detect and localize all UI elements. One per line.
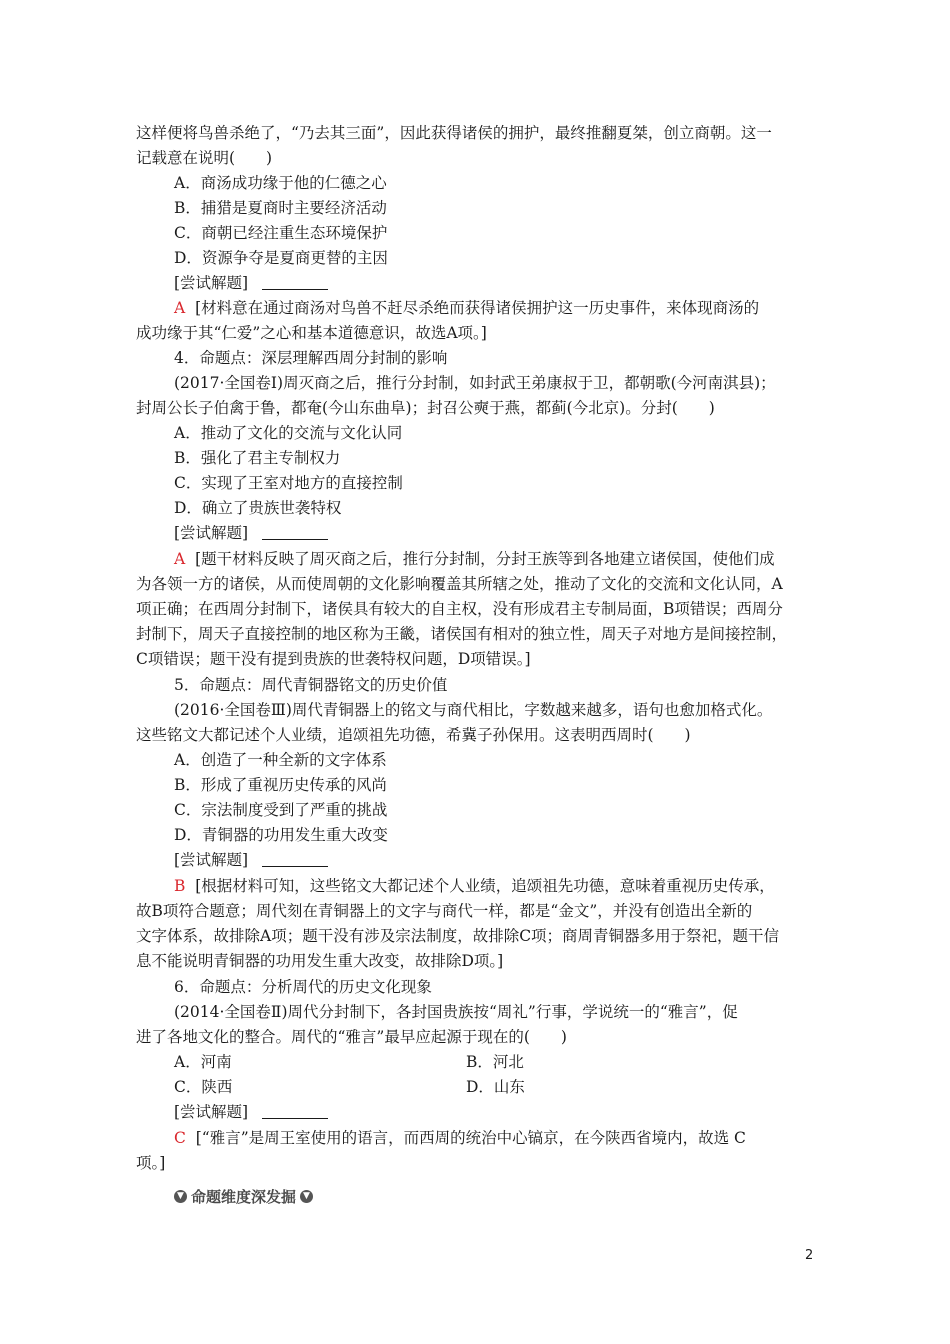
q3-explanation-line-1: A [材料意在通过商汤对鸟兽不赶尽杀绝而获得诸侯拥护这一历史事件，来体现商汤的: [174, 299, 760, 317]
answer-blank: [262, 1117, 328, 1119]
q6-option-a: A．河南: [174, 1053, 232, 1071]
q5-option-c: C．宗法制度受到了严重的挑战: [174, 801, 388, 819]
q3-option-c: C．商朝已经注重生态环境保护: [174, 224, 388, 242]
q6-explanation-line-2: 项。]: [136, 1154, 166, 1172]
q6-try-label: [尝试解题]: [174, 1101, 328, 1123]
section-heading: [174, 1186, 313, 1207]
section-title: 命题维度深发掘: [191, 1188, 297, 1206]
chevron-down-icon: ▼: [174, 1190, 187, 1203]
q5-answer: B: [174, 877, 186, 895]
chevron-down-icon: ▼: [300, 1190, 313, 1203]
answer-blank: [262, 865, 328, 867]
answer-blank: [262, 538, 328, 540]
q6-option-d: D．山东: [466, 1078, 525, 1096]
answer-blank: [262, 288, 328, 290]
q4-explanation-line-2: 为各领一方的诸侯，从而使周朝的文化影响覆盖其所辖之处，推动了文化的交流和文化认同，A: [136, 575, 783, 593]
q3-answer: A: [174, 299, 186, 317]
q3-try-label: [尝试解题]: [174, 272, 328, 294]
q5-explanation-line-4: 息不能说明青铜器的功用发生重大改变，故排除D项。]: [136, 952, 504, 970]
q5-option-a: A．创造了一种全新的文字体系: [174, 751, 387, 769]
q5-option-d: D．青铜器的功用发生重大改变: [174, 826, 388, 844]
q4-stem-line-2: 封周公长子伯禽于鲁，都奄(今山东曲阜)；封召公奭于燕，都蓟(今北京)。分封( ): [136, 399, 715, 417]
q4-option-c: C．实现了王室对地方的直接控制: [174, 474, 403, 492]
q6-heading: 6．命题点：分析周代的历史文化现象: [174, 978, 432, 996]
q4-heading: 4．命题点：深层理解西周分封制的影响: [174, 349, 448, 367]
q5-stem-line-2: 这些铭文大都记述个人业绩，追颂祖先功德，希冀子孙保用。这表明西周时( ): [136, 726, 691, 744]
q6-option-c: C．陕西: [174, 1078, 233, 1096]
q3-explanation-line-2: 成功缘于其“仁爱”之心和基本道德意识，故选A项。]: [136, 324, 487, 342]
q3-option-b: B．捕猎是夏商时主要经济活动: [174, 199, 387, 217]
q4-explanation-line-5: C项错误；题干没有提到贵族的世袭特权问题，D项错误。]: [136, 650, 531, 668]
q5-explanation-line-1: B [根据材料可知，这些铭文大都记述个人业绩，追颂祖先功德，意味着重视历史传承，: [174, 877, 775, 895]
q4-explanation-line-1: A [题干材料反映了周灭商之后，推行分封制，分封王族等到各地建立诸侯国，使他们成: [174, 550, 775, 568]
q6-stem-line-1: (2014·全国卷Ⅱ)周代分封制下，各封国贵族按“周礼”行事，学说统一的“雅言”，促: [174, 1003, 738, 1021]
q3-stem-line-1: 这样便将鸟兽杀绝了，“乃去其三面”，因此获得诸侯的拥护，最终推翻夏桀，创立商朝。这一: [136, 124, 772, 142]
q6-options-row-1: [174, 1051, 232, 1073]
q4-option-b: B．强化了君主专制权力: [174, 449, 341, 467]
q4-answer: A: [174, 550, 186, 568]
q3-stem-line-2: 记载意在说明( ): [136, 149, 273, 167]
q3-option-a: A．商汤成功缘于他的仁德之心: [174, 174, 387, 192]
q5-explanation-line-2: 故B项符合题意；周代刻在青铜器上的文字与商代一样，都是“金文”，并没有创造出全新的: [136, 902, 753, 920]
q4-explanation-line-4: 封制下，周天子直接控制的地区称为王畿，诸侯国有相对的独立性，周天子对地方是间接控制，: [136, 625, 788, 643]
q5-heading: 5．命题点：周代青铜器铭文的历史价值: [174, 676, 448, 694]
q4-try-label: [尝试解题]: [174, 522, 328, 544]
q5-explanation-line-3: 文字体系，故排除A项；题干没有涉及宗法制度，故排除C项；商周青铜器多用于祭祀，题干信: [136, 927, 780, 945]
q5-stem-line-1: (2016·全国卷Ⅲ)周代青铜器上的铭文与商代相比，字数越来越多，语句也愈加格式化。: [174, 701, 773, 719]
q4-option-a: A．推动了文化的交流与文化认同: [174, 424, 403, 442]
q6-stem-line-2: 进了各地文化的整合。周代的“雅言”最早应起源于现在的( ): [136, 1028, 567, 1046]
q5-try-label: [尝试解题]: [174, 849, 328, 871]
q3-option-d: D．资源争夺是夏商更替的主因: [174, 249, 388, 267]
q6-explanation-line-1: C [“雅言”是周王室使用的语言，而西周的统治中心镐京，在今陕西省境内，故选 C: [174, 1129, 746, 1147]
q5-option-b: B．形成了重视历史传承的风尚: [174, 776, 387, 794]
q6-answer: C: [174, 1129, 186, 1147]
q4-explanation-line-3: 项正确；在西周分封制下，诸侯具有较大的自主权，没有形成君主专制局面，B项错误；西周分: [136, 600, 783, 618]
q4-option-d: D．确立了贵族世袭特权: [174, 499, 342, 517]
page-number: 2: [805, 1248, 814, 1263]
q6-option-b: B．河北: [466, 1053, 524, 1071]
q4-stem-line-1: (2017·全国卷Ⅰ)周灭商之后，推行分封制，如封武王弟康叔于卫，都朝歌(今河南淇县)；: [174, 374, 776, 392]
